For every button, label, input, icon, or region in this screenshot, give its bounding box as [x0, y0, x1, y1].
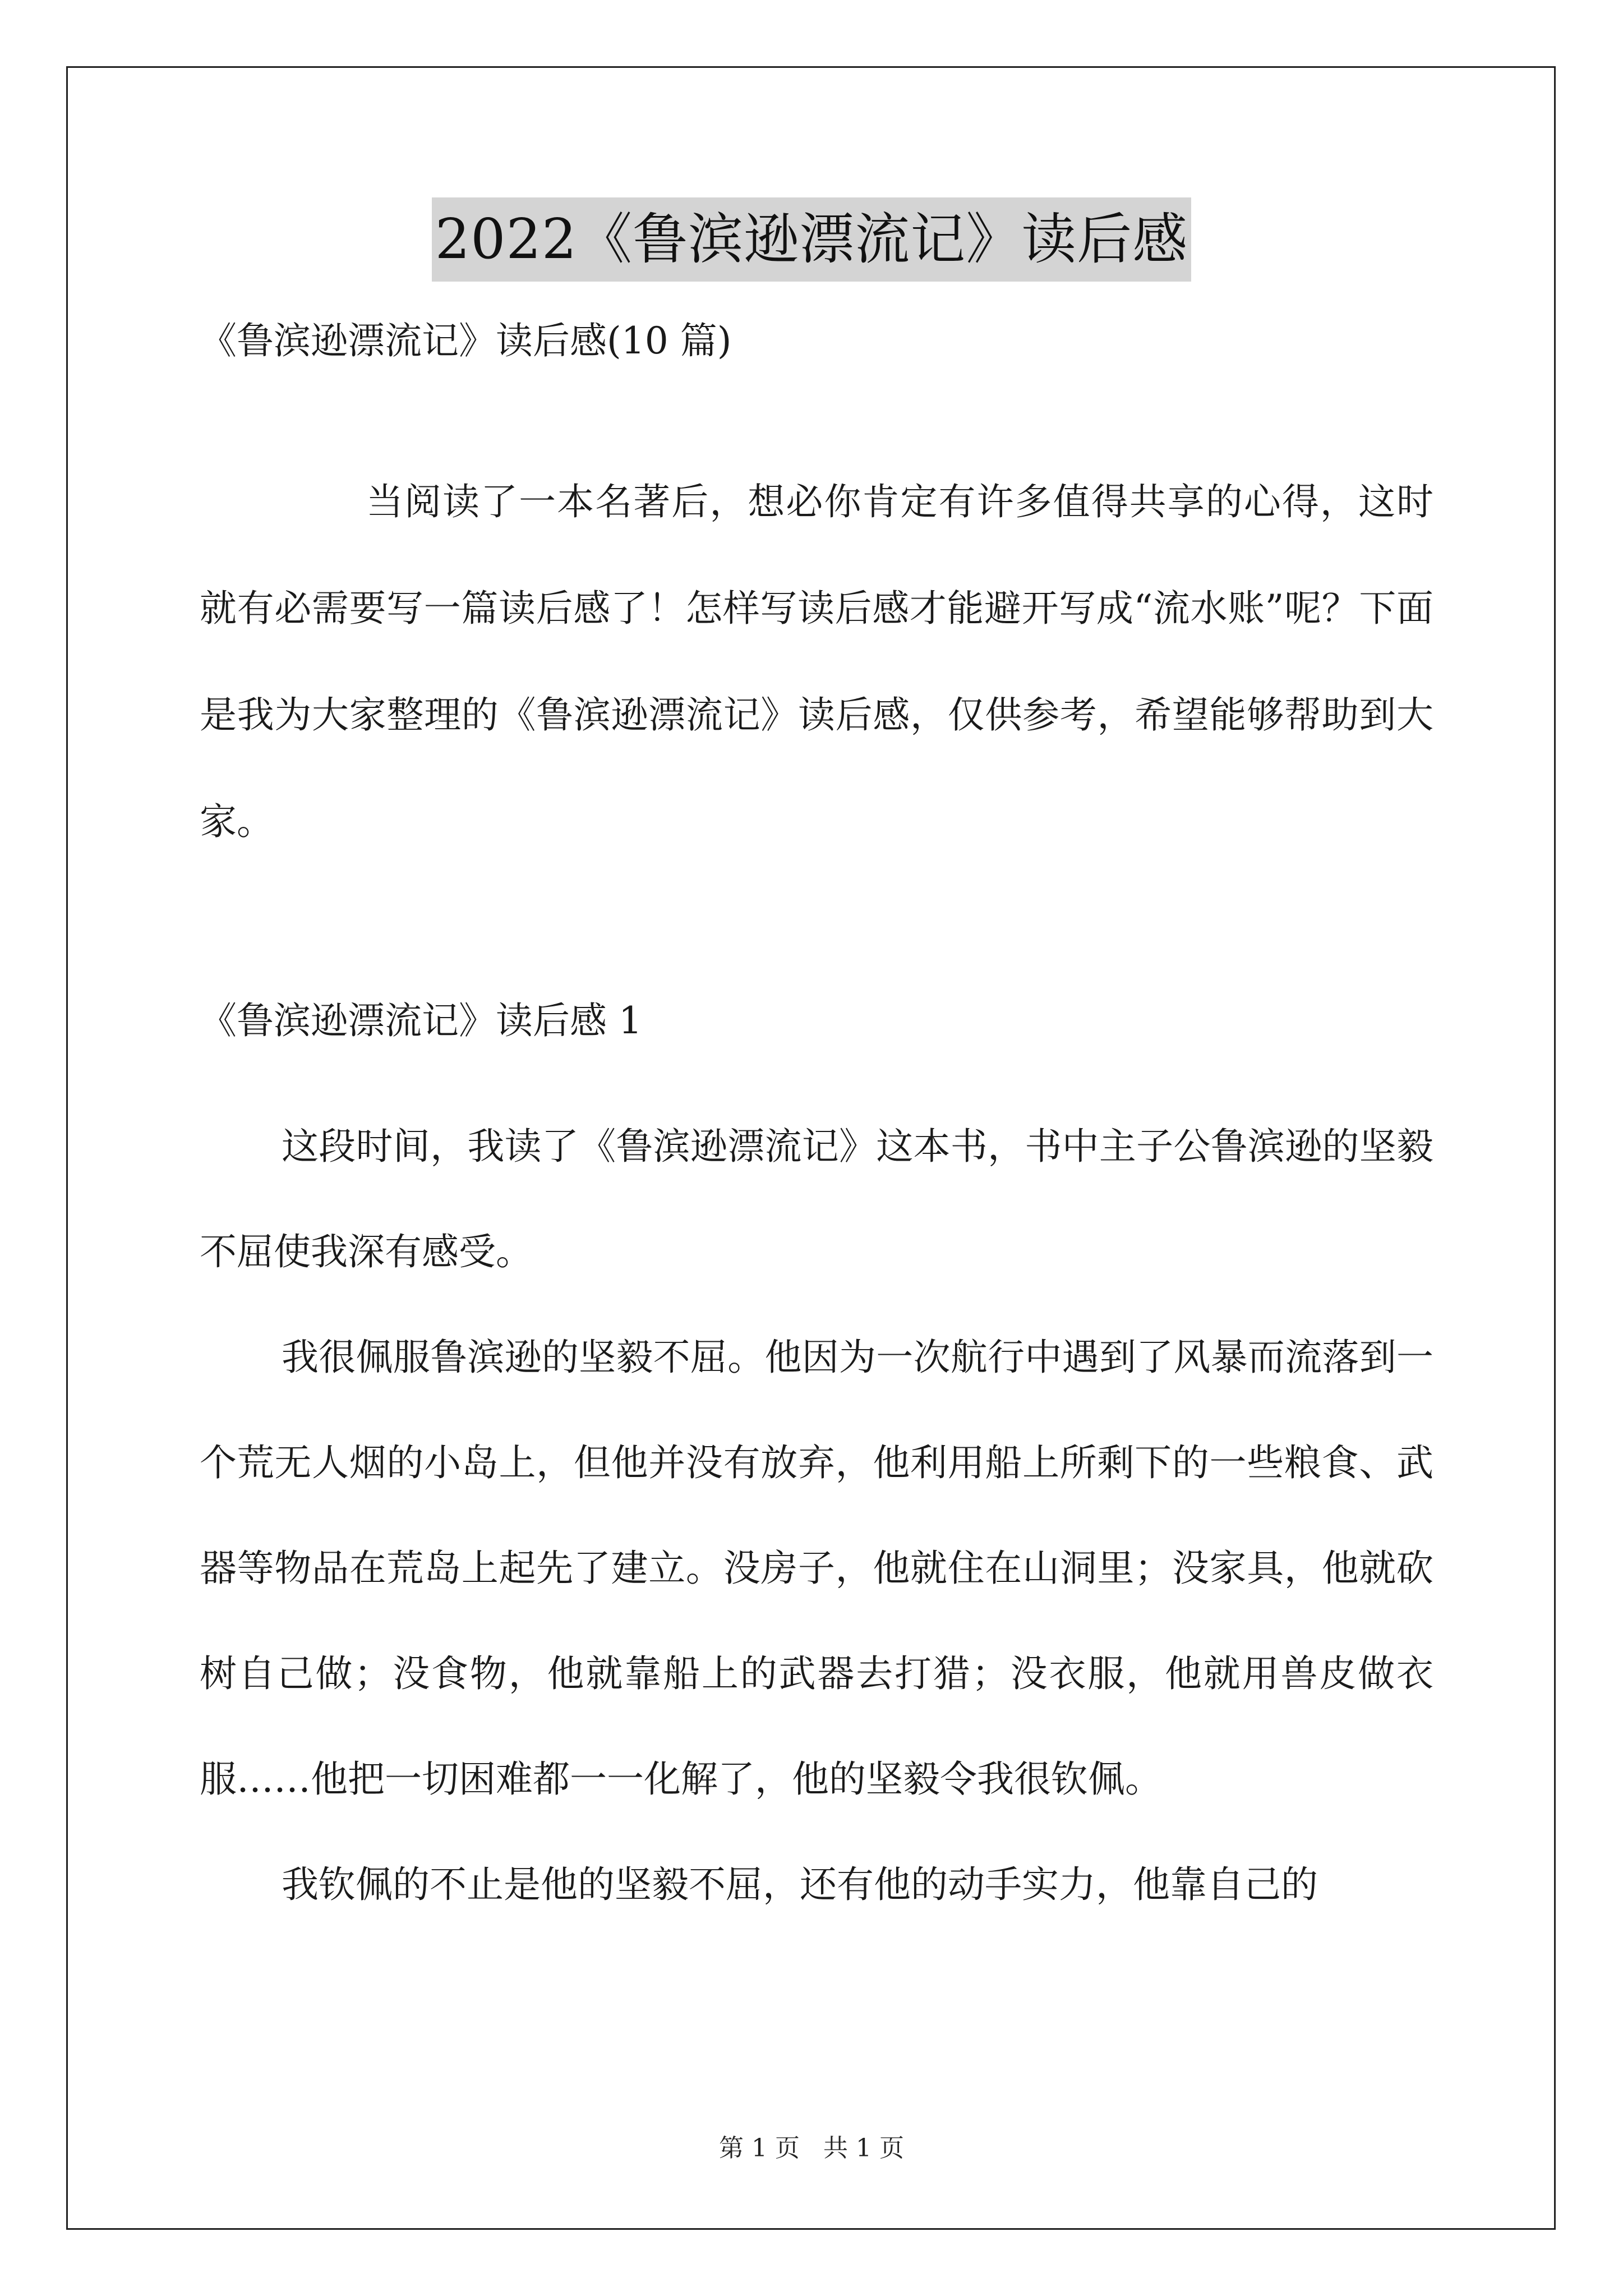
body-paragraph: 这段时间，我读了《鲁滨逊漂流记》这本书，书中主子公鲁滨逊的坚毅不屈使我深有感受。 [200, 1125, 1433, 1273]
document-subtitle: 《鲁滨逊漂流记》读后感(10 篇) [200, 319, 732, 362]
body-paragraph: 我钦佩的不止是他的坚毅不屈，还有他的动手实力，他靠自己的 [282, 1863, 1318, 1906]
title-container [0, 197, 1623, 282]
document-title: 2022《鲁滨逊漂流记》读后感 [432, 197, 1191, 282]
page-footer: 第 1 页 共 1 页 [719, 2134, 904, 2162]
intro-paragraph: 当阅读了一本名著后，想必你肯定有许多值得共享的心得，这时就有必需要写一篇读后感了！怎样写读后感才能避开写成“流水账”呢？下面是我为大家整理的《鲁滨逊漂流记》读后感，仅供参考，希望能够帮助到大家。 [200, 480, 1433, 843]
body-paragraph: 我很佩服鲁滨逊的坚毅不屈。他因为一次航行中遇到了风暴而流落到一个荒无人烟的小岛上，但他并没有放弃，他利用船上所剩下的一些粮食、武器等物品在荒岛上起先了建立。没房子，他就住在山洞里；没家具，他就砍树自己做；没食物，他就靠船上的武器去打猎；没衣服，他就用兽皮做衣服……他把一切困难都一一化解了，他的坚毅令我很钦佩。 [200, 1336, 1433, 1801]
section-heading: 《鲁滨逊漂流记》读后感 1 [200, 999, 642, 1042]
section-body [200, 1094, 1433, 1938]
